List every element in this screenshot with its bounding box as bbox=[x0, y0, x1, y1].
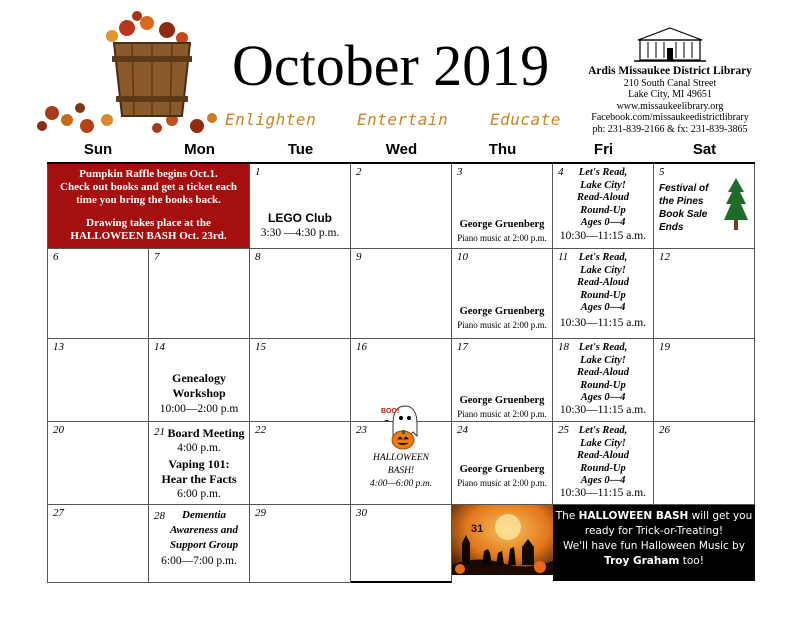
day-number: 21 bbox=[154, 426, 165, 438]
read-line-3: Read-Aloud bbox=[577, 450, 629, 461]
day-number: 30 bbox=[356, 507, 367, 519]
promo-line-3: We'll have fun Halloween Music by bbox=[563, 540, 745, 552]
read-line-5: Ages 0—4 bbox=[580, 217, 626, 228]
day-cell-9[interactable] bbox=[351, 249, 452, 339]
day-cell-6[interactable] bbox=[47, 249, 149, 339]
day-number: 27 bbox=[53, 507, 64, 519]
dementia-line-1: Dementia bbox=[182, 509, 226, 521]
genealogy-line-1: Genealogy bbox=[172, 371, 226, 385]
read-aloud-time: 10:30—11:15 a.m. bbox=[559, 487, 647, 499]
day-cell-24[interactable] bbox=[452, 422, 553, 505]
day-number: 14 bbox=[154, 341, 165, 353]
day-number: 20 bbox=[53, 424, 64, 436]
promo-line-1: The HALLOWEEN BASH will get you bbox=[555, 510, 753, 522]
day-number: 22 bbox=[255, 424, 266, 436]
read-line-5: Ages 0—4 bbox=[580, 302, 626, 313]
read-line-3: Read-Aloud bbox=[577, 277, 629, 288]
read-line-4: Round-Up bbox=[580, 462, 626, 474]
day-number: 26 bbox=[659, 424, 670, 436]
library-city: Lake City, MI 49651 bbox=[628, 89, 712, 100]
vaping-101-event bbox=[149, 457, 249, 487]
day-number: 18 bbox=[558, 341, 569, 353]
dementia-support-event bbox=[159, 508, 249, 553]
day-number: 28 bbox=[154, 510, 165, 522]
day-cell-5[interactable] bbox=[654, 164, 755, 249]
day-number: 4 bbox=[558, 166, 564, 178]
read-line-2: Lake City! bbox=[580, 179, 626, 191]
vaping-time: 6:00 p.m. bbox=[177, 488, 221, 500]
moon-icon bbox=[495, 514, 521, 540]
day-cell-22[interactable] bbox=[250, 422, 351, 505]
festival-line-2: the Pines bbox=[659, 196, 704, 207]
read-aloud-event bbox=[553, 252, 653, 315]
day-cell-10[interactable] bbox=[452, 249, 553, 339]
raffle-line-2: Check out books and get a ticket each time you bring the books back. bbox=[60, 181, 237, 206]
read-line-1: Let's Read, bbox=[578, 342, 628, 353]
day-cell-7[interactable] bbox=[149, 249, 250, 339]
dementia-line-3: Support Group bbox=[169, 539, 239, 551]
read-line-3: Read-Aloud bbox=[577, 367, 629, 378]
george-gruenberg-title: George Gruenberg bbox=[459, 219, 545, 230]
dementia-time: 6:00—7:00 p.m. bbox=[161, 555, 237, 567]
day-cell-28[interactable] bbox=[149, 505, 250, 583]
vaping-line-1: Vaping 101: bbox=[168, 457, 230, 471]
george-gruenberg-time: Piano music at 2:00 p.m. bbox=[457, 320, 547, 330]
day-number: 8 bbox=[255, 251, 261, 263]
day-cell-11[interactable] bbox=[553, 249, 654, 339]
day-number: 31 bbox=[471, 523, 484, 535]
board-meeting-time: 4:00 p.m. bbox=[177, 442, 221, 454]
day-cell-26[interactable] bbox=[654, 422, 755, 505]
day-number: 13 bbox=[53, 341, 64, 353]
day-cell-21[interactable] bbox=[149, 422, 250, 505]
day-number: 11 bbox=[558, 251, 569, 263]
pumpkin-icon bbox=[455, 564, 465, 574]
day-number: 3 bbox=[457, 166, 463, 178]
george-gruenberg-time: Piano music at 2:00 p.m. bbox=[457, 233, 547, 243]
pumpkin-raffle-notice bbox=[47, 164, 250, 249]
weekday-fri: Fri bbox=[593, 140, 614, 158]
day-cell-27[interactable] bbox=[47, 505, 149, 583]
day-cell-17[interactable] bbox=[452, 339, 553, 422]
festival-line-1: Festival of bbox=[659, 183, 709, 194]
tagline-educate: Educate bbox=[490, 110, 561, 129]
day-number: 5 bbox=[659, 166, 665, 178]
bash-line-2: BASH! bbox=[387, 466, 415, 476]
library-name: Ardis Missaukee District Library bbox=[588, 65, 752, 77]
day-cell-13[interactable] bbox=[47, 339, 149, 422]
day-cell-4[interactable] bbox=[553, 164, 654, 249]
read-aloud-event bbox=[553, 425, 653, 488]
read-line-5: Ages 0—4 bbox=[580, 392, 626, 403]
pine-tree-icon bbox=[724, 178, 748, 232]
george-gruenberg-title: George Gruenberg bbox=[459, 464, 545, 475]
day-cell-18[interactable] bbox=[553, 339, 654, 422]
pumpkin-icon bbox=[534, 561, 546, 573]
halloween-bash-promo bbox=[553, 505, 755, 581]
george-gruenberg-title: George Gruenberg bbox=[459, 395, 545, 406]
day-number: 2 bbox=[356, 166, 362, 178]
festival-line-4: Ends bbox=[659, 222, 684, 233]
day-cell-1[interactable] bbox=[250, 164, 351, 249]
library-facebook[interactable]: Facebook.com/missaukeedistrictlibrary bbox=[591, 112, 749, 123]
day-number: 23 bbox=[356, 424, 367, 436]
halloween-night-scene bbox=[452, 505, 553, 575]
halloween-bash-event bbox=[351, 452, 451, 491]
promo-line-2: ready for Trick-or-Treating! bbox=[584, 525, 724, 537]
leaf-basket-illustration bbox=[32, 8, 222, 136]
read-line-1: Let's Read, bbox=[578, 425, 628, 436]
weekday-thu: Thu bbox=[488, 140, 517, 158]
weekday-mon: Mon bbox=[184, 140, 215, 158]
vaping-line-2: Hear the Facts bbox=[161, 472, 237, 486]
day-number: 1 bbox=[255, 166, 261, 178]
read-aloud-time: 10:30—11:15 a.m. bbox=[559, 230, 647, 242]
day-cell-30[interactable] bbox=[351, 505, 452, 583]
page-title: October 2019 bbox=[232, 33, 550, 98]
day-cell-29[interactable] bbox=[250, 505, 351, 583]
raffle-line-3: Drawing takes place at the HALLOWEEN BASH Oct. 23rd. bbox=[70, 217, 227, 242]
day-number: 7 bbox=[154, 251, 160, 263]
day-number: 16 bbox=[356, 341, 367, 353]
read-line-5: Ages 0—4 bbox=[580, 475, 626, 486]
george-gruenberg-time: Piano music at 2:00 p.m. bbox=[457, 478, 547, 488]
weekday-wed: Wed bbox=[385, 140, 418, 158]
read-line-4: Round-Up bbox=[580, 289, 626, 301]
george-gruenberg-title: George Gruenberg bbox=[459, 306, 545, 317]
library-phone: ph: 231-839-2166 & fx: 231-839-3865 bbox=[592, 123, 748, 135]
library-info bbox=[585, 0, 755, 135]
day-number: 10 bbox=[457, 251, 468, 263]
promo-line-4: Troy Graham too! bbox=[604, 555, 704, 567]
boo-label: BOO! bbox=[381, 408, 400, 415]
library-address: 210 South Canal Street bbox=[623, 77, 717, 89]
read-line-1: Let's Read, bbox=[578, 167, 628, 178]
day-number: 6 bbox=[53, 251, 59, 263]
read-line-4: Round-Up bbox=[580, 379, 626, 391]
festival-of-pines-event bbox=[659, 182, 708, 234]
genealogy-workshop-event bbox=[149, 371, 249, 401]
day-cell-14[interactable] bbox=[149, 339, 250, 422]
day-cell-8[interactable] bbox=[250, 249, 351, 339]
festival-line-3: Book Sale bbox=[659, 209, 708, 220]
lego-club-time: 3:30 —4:30 p.m. bbox=[260, 227, 340, 239]
tagline-enlighten: Enlighten bbox=[225, 110, 317, 129]
day-cell-2[interactable] bbox=[351, 164, 452, 249]
weekday-sun: Sun bbox=[83, 140, 113, 158]
day-number: 25 bbox=[558, 424, 569, 436]
read-line-2: Lake City! bbox=[580, 264, 626, 276]
lego-club-title: LEGO Club bbox=[268, 211, 332, 225]
read-aloud-time: 10:30—11:15 a.m. bbox=[559, 317, 647, 329]
read-line-2: Lake City! bbox=[580, 354, 626, 366]
read-line-2: Lake City! bbox=[580, 437, 626, 449]
day-cell-19[interactable] bbox=[654, 339, 755, 422]
weekday-sat: Sat bbox=[692, 140, 717, 158]
read-line-1: Let's Read, bbox=[578, 252, 628, 263]
day-number: 19 bbox=[659, 341, 670, 353]
read-line-4: Round-Up bbox=[580, 204, 626, 216]
dementia-line-2: Awareness and bbox=[170, 524, 238, 536]
day-number: 24 bbox=[457, 424, 468, 436]
raffle-line-1: Pumpkin Raffle begins Oct.1. bbox=[79, 168, 218, 180]
library-website[interactable]: www.missaukeelibrary.org bbox=[616, 100, 724, 112]
day-number: 12 bbox=[659, 251, 670, 263]
day-cell-25[interactable] bbox=[553, 422, 654, 505]
board-meeting-title: Board Meeting bbox=[167, 426, 245, 440]
day-cell-12[interactable] bbox=[654, 249, 755, 339]
day-number: 9 bbox=[356, 251, 362, 263]
calendar-grid bbox=[47, 136, 755, 583]
bash-line-1: HALLOWEEN bbox=[373, 453, 429, 463]
library-building-icon bbox=[630, 26, 710, 64]
day-number: 29 bbox=[255, 507, 266, 519]
day-number: 15 bbox=[255, 341, 266, 353]
read-aloud-time: 10:30—11:15 a.m. bbox=[559, 404, 647, 416]
tagline-entertain: Entertain bbox=[357, 110, 449, 129]
weekday-tue: Tue bbox=[287, 140, 314, 158]
day-cell-15[interactable] bbox=[250, 339, 351, 422]
day-cell-20[interactable] bbox=[47, 422, 149, 505]
day-cell-31-halloween-scene[interactable] bbox=[452, 505, 553, 575]
genealogy-time: 10:00—2:00 p.m bbox=[159, 403, 239, 415]
read-line-3: Read-Aloud bbox=[577, 192, 629, 203]
genealogy-line-2: Workshop bbox=[172, 386, 226, 400]
day-cell-23[interactable] bbox=[351, 408, 452, 505]
bash-time: 4:00—6:00 p.m. bbox=[369, 479, 432, 489]
read-aloud-event bbox=[553, 167, 653, 230]
day-cell-3[interactable] bbox=[452, 164, 553, 249]
george-gruenberg-time: Piano music at 2:00 p.m. bbox=[457, 409, 547, 419]
day-number: 17 bbox=[457, 341, 468, 353]
read-aloud-event bbox=[553, 342, 653, 405]
